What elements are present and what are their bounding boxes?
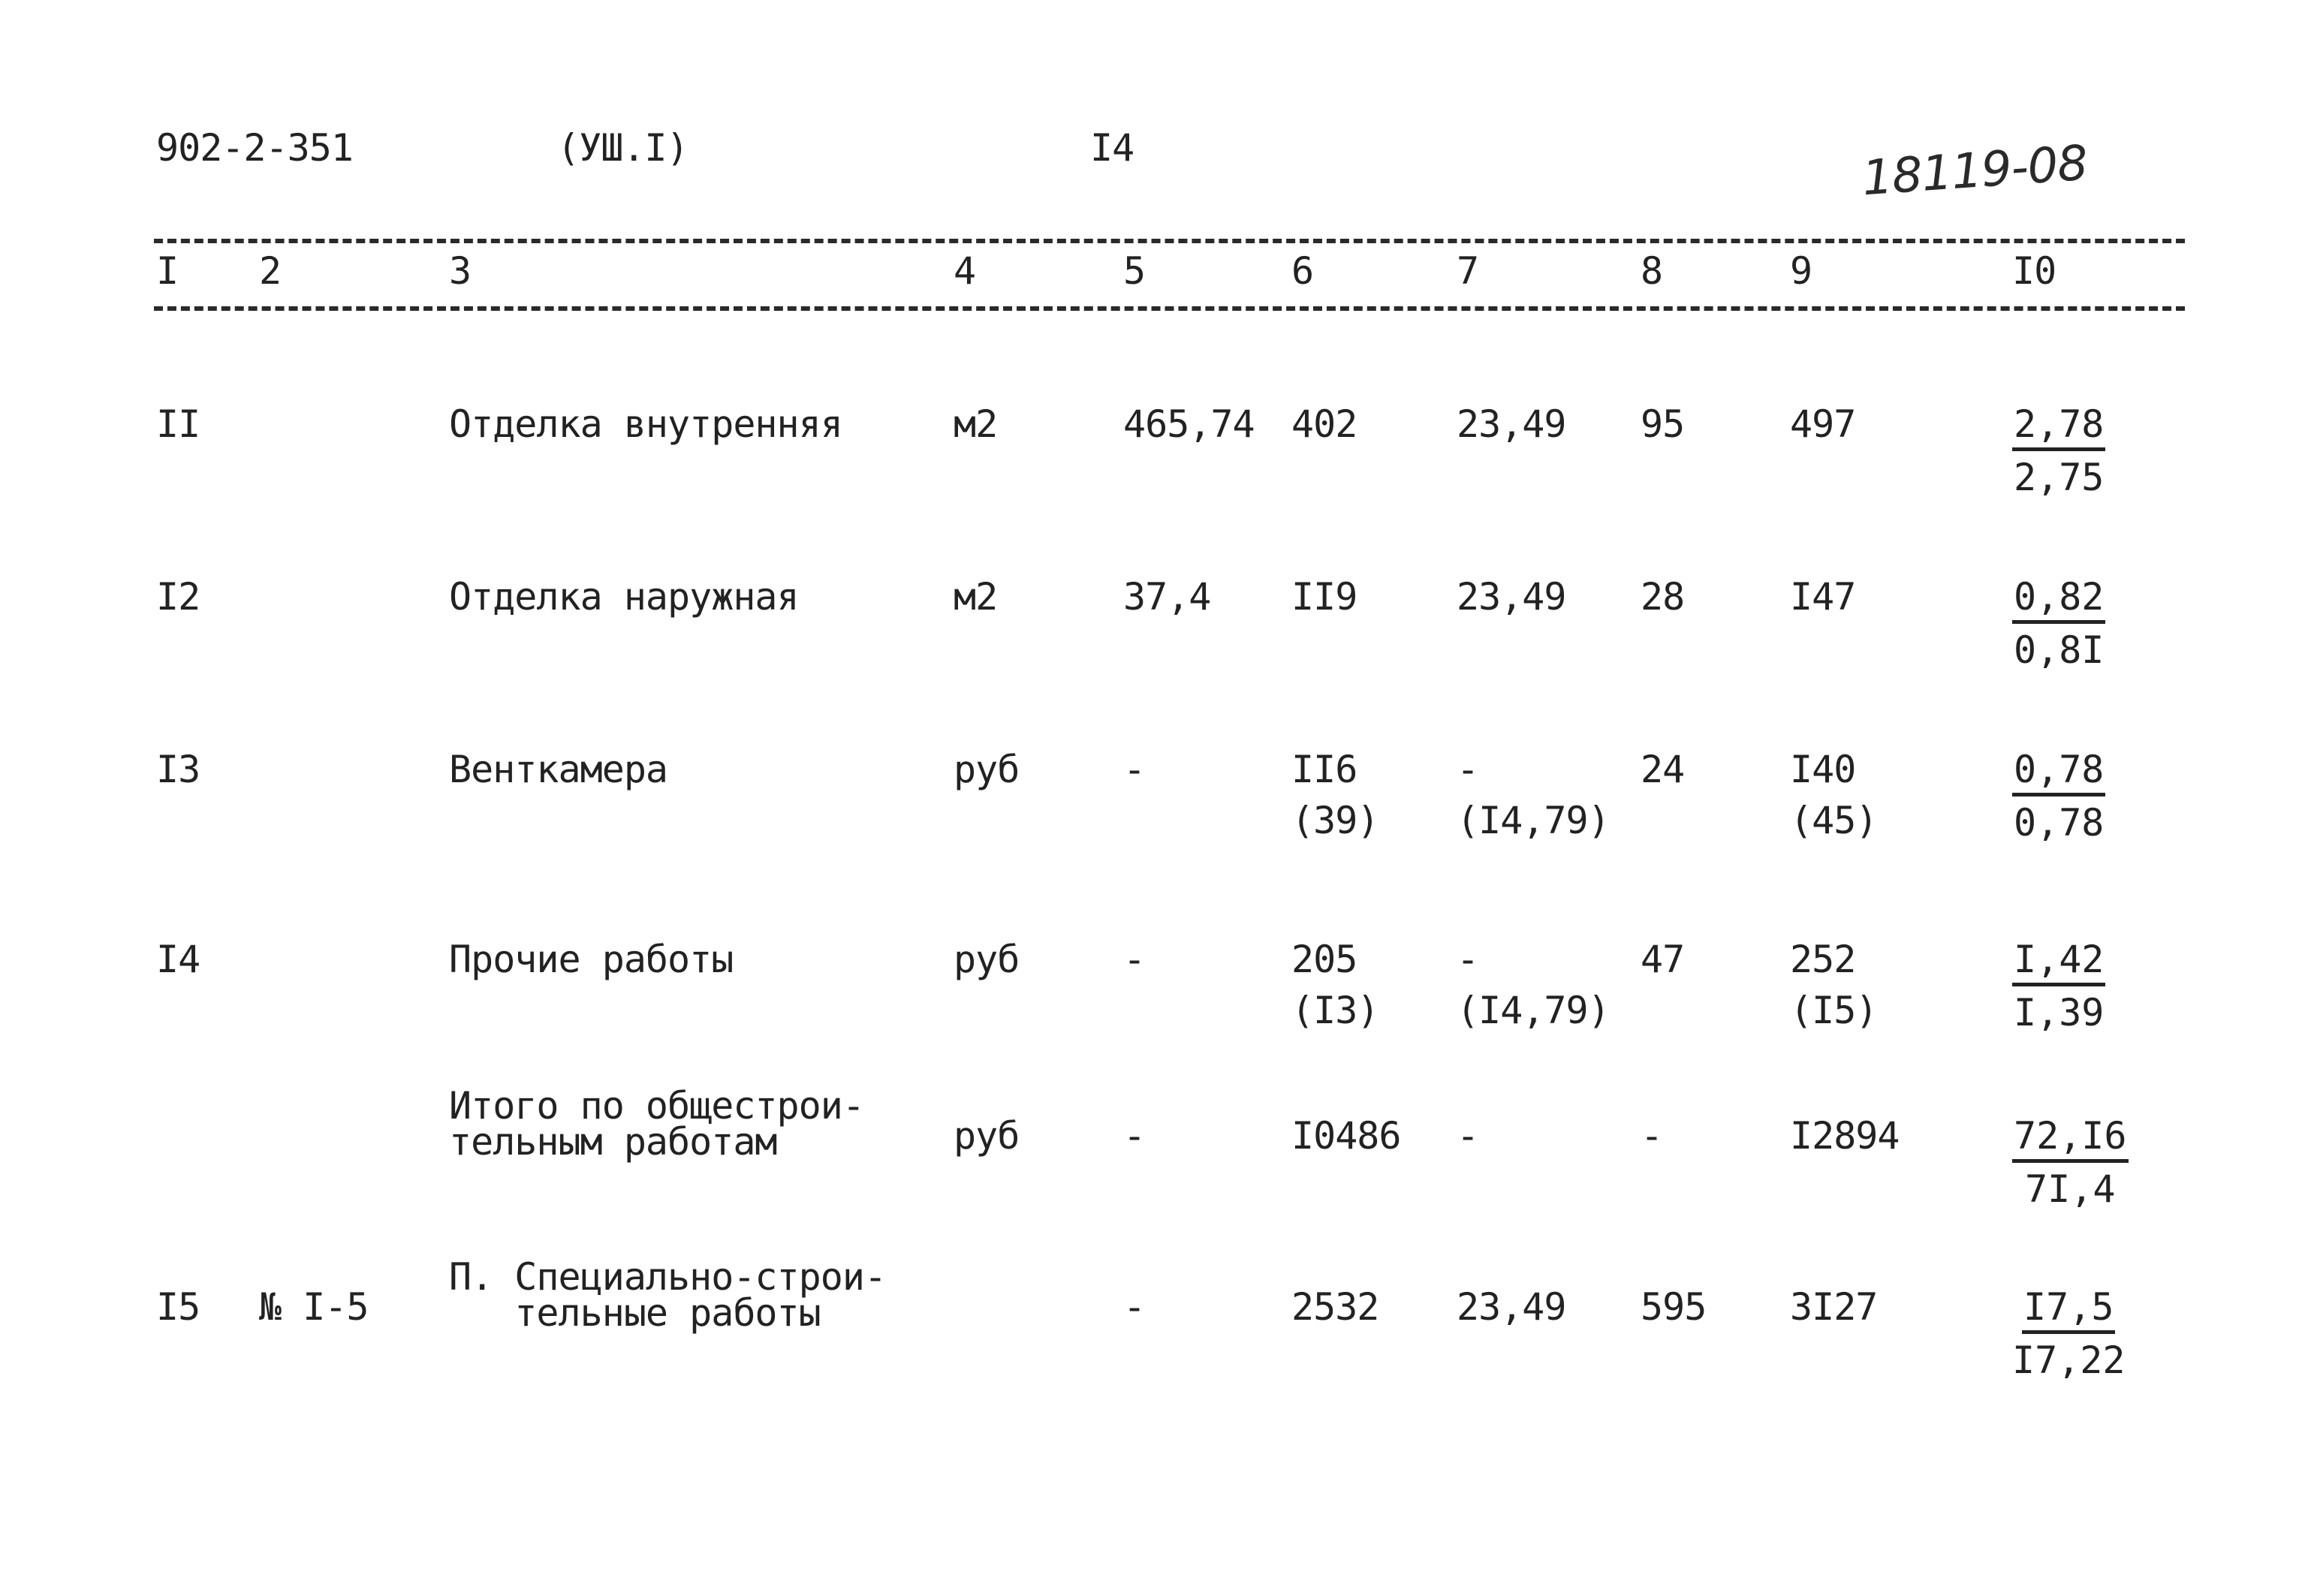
- row-name: Отделка наружная: [449, 575, 799, 619]
- row-unit: руб: [954, 1114, 1020, 1158]
- row-col6-value: 2532: [1291, 1285, 1379, 1329]
- row-col10-fraction: [2012, 1285, 2126, 1382]
- column-header-4: 4: [954, 249, 976, 293]
- row-number: II: [156, 402, 200, 446]
- row-col8-value: 24: [1641, 748, 1685, 791]
- row-reference: № I-5: [259, 1285, 369, 1329]
- row-col10-fraction: [2012, 748, 2105, 845]
- column-header-2: 2: [259, 249, 282, 293]
- fraction-denominator: I,39: [2014, 991, 2105, 1034]
- row-col10-fraction: [2012, 938, 2105, 1034]
- row-col6-value: II6: [1291, 748, 1357, 791]
- header-rule-bottom: [154, 306, 2185, 311]
- row-quantity: 465,74: [1123, 402, 1255, 446]
- fraction-numerator: I,42: [2012, 941, 2105, 986]
- row-name: Отделка внутренняя: [449, 402, 842, 446]
- fraction-denominator: I7,22: [2012, 1339, 2126, 1382]
- row-name: тельным работам: [449, 1120, 777, 1164]
- section-label: (УШ.I): [557, 126, 688, 170]
- row-col8-value: -: [1641, 1114, 1663, 1158]
- row-col7-value: 23,49: [1457, 402, 1566, 446]
- row-quantity: -: [1123, 938, 1146, 981]
- row-number: I2: [156, 575, 200, 619]
- row-unit: м2: [954, 575, 998, 619]
- row-number: I3: [156, 748, 200, 791]
- row-name: Прочие работы: [449, 938, 734, 981]
- column-header-7: 7: [1457, 249, 1479, 293]
- column-header-6: 6: [1291, 249, 1314, 293]
- row-col7-value: (I4,79): [1457, 799, 1610, 842]
- fraction-denominator: 2,75: [2014, 456, 2105, 499]
- row-col6-value: II9: [1291, 575, 1357, 619]
- row-name: П. Специально-строи-: [449, 1255, 887, 1299]
- column-header-3: 3: [449, 249, 472, 293]
- fraction-numerator: 0,82: [2012, 578, 2105, 624]
- row-name: Итого по общестрои-: [449, 1084, 864, 1128]
- row-col9-value: 3I27: [1790, 1285, 1878, 1329]
- row-col6-value: (39): [1291, 799, 1379, 842]
- row-unit: м2: [954, 402, 998, 446]
- row-col9-value: (45): [1790, 799, 1878, 842]
- row-col7-value: (I4,79): [1457, 989, 1610, 1032]
- row-name: Венткамера: [449, 748, 668, 791]
- page-number: I4: [1090, 126, 1134, 170]
- row-col7-value: -: [1457, 1114, 1479, 1158]
- fraction-numerator: 2,78: [2012, 405, 2105, 451]
- row-col7-value: -: [1457, 938, 1479, 981]
- row-col6-value: (I3): [1291, 989, 1379, 1032]
- row-col6-value: I0486: [1291, 1114, 1401, 1158]
- row-name: тельные работы: [449, 1291, 821, 1335]
- row-col10-fraction: [2012, 1114, 2129, 1211]
- row-col7-value: 23,49: [1457, 1285, 1566, 1329]
- row-col9-value: 252: [1790, 938, 1856, 981]
- row-col9-value: 497: [1790, 402, 1856, 446]
- row-col7-value: 23,49: [1457, 575, 1566, 619]
- row-quantity: 37,4: [1123, 575, 1211, 619]
- column-header-1: I: [156, 249, 179, 293]
- row-col6-value: 205: [1291, 938, 1357, 981]
- fraction-denominator: 0,8I: [2014, 628, 2105, 672]
- column-header-10: I0: [2012, 249, 2056, 293]
- row-col8-value: 47: [1641, 938, 1685, 981]
- fraction-numerator: 72,I6: [2012, 1117, 2129, 1163]
- row-col9-value: I40: [1790, 748, 1856, 791]
- fraction-numerator: 0,78: [2012, 751, 2105, 796]
- row-unit: руб: [954, 748, 1020, 791]
- row-quantity: -: [1123, 1285, 1146, 1329]
- row-number: I4: [156, 938, 200, 981]
- column-header-9: 9: [1790, 249, 1812, 293]
- doc-code: 902-2-351: [156, 126, 353, 170]
- row-col8-value: 595: [1641, 1285, 1707, 1329]
- row-col10-fraction: [2012, 402, 2105, 499]
- column-header-8: 8: [1641, 249, 1663, 293]
- row-col10-fraction: [2012, 575, 2105, 672]
- fraction-denominator: 0,78: [2014, 801, 2105, 845]
- header-rule-top: [154, 239, 2185, 243]
- row-col6-value: 402: [1291, 402, 1357, 446]
- row-quantity: -: [1123, 748, 1146, 791]
- handwritten-number: 18119-08: [1860, 135, 2090, 207]
- row-col9-value: (I5): [1790, 989, 1878, 1032]
- row-col8-value: 28: [1641, 575, 1685, 619]
- row-col9-value: I2894: [1790, 1114, 1900, 1158]
- row-col9-value: I47: [1790, 575, 1856, 619]
- row-col8-value: 95: [1641, 402, 1685, 446]
- row-quantity: -: [1123, 1114, 1146, 1158]
- row-unit: руб: [954, 938, 1020, 981]
- row-number: I5: [156, 1285, 200, 1329]
- fraction-denominator: 7I,4: [2025, 1167, 2116, 1211]
- fraction-numerator: I7,5: [2022, 1288, 2115, 1334]
- column-header-5: 5: [1123, 249, 1146, 293]
- row-col7-value: -: [1457, 748, 1479, 791]
